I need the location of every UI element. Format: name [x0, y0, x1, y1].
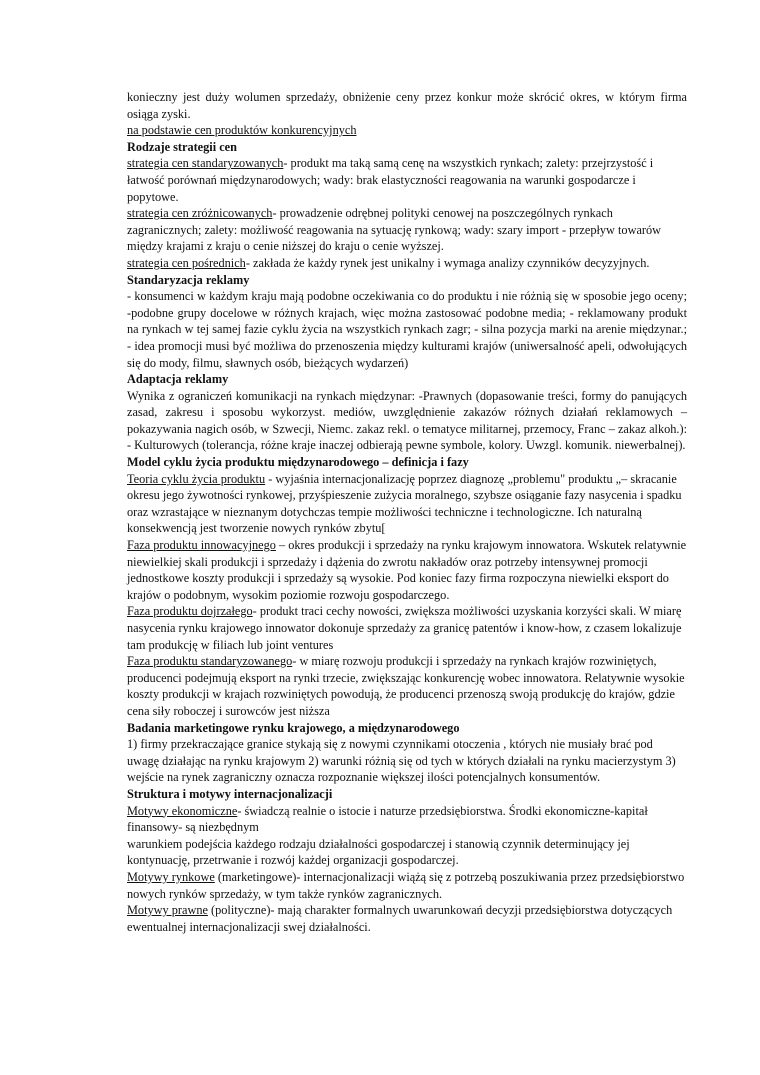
- heading-badania: Badania marketingowe rynku krajowego, a międzynarodowego: [127, 720, 460, 735]
- term-faza-innowacyjna: Faza produktu innowacyjnego: [127, 538, 276, 553]
- document-page: [127, 89, 687, 935]
- paragraph-zroznicowane: strategia cen zróżnicowanych- prowadzenie odrębnej polityki cenowej na poszczególnych rynkach zagranicznych; zalety: możliwość reagowania na sytuację rynkową; wady: szary import - przepływ towarów między krajami z kraju o cenie niższej do kraju o cenie wyższej.: [127, 206, 662, 254]
- term-motywy-rynkowe: Motywy rynkowe: [127, 869, 215, 884]
- paragraph-teoria: Teoria cyklu życia produktu - wyjaśnia internacjonalizację poprzez diagnozę „problemu" produktu „– skracanie okresu jego żywotności rynkowej, przyśpieszenie zużycia moralnego, szybsze osiąganie fazy nasycenia i spadku oraz wzrastające w nieznanym dotychczas tempie możliwości techniczne i technologiczne. Ich naturalną konsekwencją jest tworzenie nowych rynków zbytu[: [127, 471, 682, 536]
- term-teoria: Teoria cyklu życia produktu: [127, 471, 266, 486]
- paragraph-faza-innowacyjna: Faza produktu innowacyjnego – okres produkcji i sprzedaży na rynku krajowym innowatora. Wskutek relatywnie niewielkiej skali produkcji i sprzedaży i dążenia do zwrotu nakładów oraz potrzeby intensywnej promocji jednostkowe koszty produkcji i sprzedaży są wysokie. Pod koniec fazy firma rozpoczyna niewielki eksport do krajów o podobnym, wysokim poziomie rozwoju gospodarczego.: [127, 538, 687, 602]
- heading-standaryzacja: Standaryzacja reklamy: [127, 272, 250, 287]
- paragraph-faza-dojrzala: Faza produktu dojrzałego- produkt traci cechy nowości, zwiększa możliwości uzyskania korzyści skali. W miarę nasycenia rynku krajowego innowator dokonuje sprzedaży za granicę patentów i know-how, z czasem lokalizuje tam produkcję w filiach lub joint ventures: [127, 604, 682, 652]
- paragraph-badania: 1) firmy przekraczające granice stykają się z nowymi czynnikami otoczenia , których nie musiały brać pod uwagę działając na rynku krajowym 2) warunki różnią się od tych w których działali na rynku macierzystym 3) wejście na rynek zagraniczny oznacza rozpoznanie większej ilości potencjalnych konsumentów.: [127, 737, 676, 785]
- intro-link-line: [127, 122, 687, 139]
- paragraph-motywy-ekonomiczne-cont: warunkiem podejścia każdego rodzaju działalności gospodarczej i stanowią czynnik determinujący jej kontynuację, przetrwanie i rozwój każdej organizacji gospodarczej.: [127, 836, 630, 868]
- paragraph-posrednie: strategia cen pośrednich- zakłada że każdy rynek jest unikalny i wymaga analizy czynników decyzyjnych.: [127, 255, 650, 270]
- term-zroznicowane: strategia cen zróżnicowanych: [127, 206, 273, 221]
- paragraph-motywy-prawne: Motywy prawne (polityczne)- mają charakter formalnych uwarunkowań decyzji przedsiębiorstwa dotyczących ewentualnej internacjonalizacji swej działalności.: [127, 903, 673, 934]
- term-motywy-prawne: Motywy prawne: [127, 903, 208, 918]
- paragraph-faza-standaryzowana: Faza produktu standaryzowanego- w miarę rozwoju produkcji i sprzedaży na rynkach krajów rozwiniętych, producenci podejmują eksport na rynki trzecie, zwiększając konkurencję wobec innowatora. Relatywnie wysokie koszty produkcji w krajach rozwiniętych powodują, że producenci przenoszą swoją produkcję do krajów, gdzie cena siły roboczej i surowców jest niższa: [127, 654, 685, 718]
- intro-underlined-text: na podstawie cen produktów konkurencyjnych: [127, 123, 357, 138]
- paragraph-motywy-rynkowe: Motywy rynkowe (marketingowe)- internacjonalizacji wiążą się z potrzebą poszukiwania przez przedsiębiorstwo nowych rynków sprzedaży, w tym także rynków zagranicznych.: [127, 869, 685, 901]
- term-faza-dojrzala: Faza produktu dojrzałego: [127, 604, 253, 619]
- term-faza-standaryzowana: Faza produktu standaryzowanego: [127, 654, 293, 669]
- heading-adaptacja: Adaptacja reklamy: [127, 372, 229, 387]
- intro-paragraph: konieczny jest duży wolumen sprzedaży, obniżenie ceny przez konkur może skrócić okres, w którym firma osiąga zyski.: [127, 90, 687, 121]
- heading-cykl-zycia: Model cyklu życia produktu międzynarodowego – definicja i fazy: [127, 455, 469, 470]
- heading-struktura: Struktura i motywy internacjonalizacji: [127, 786, 333, 801]
- term-posrednie: strategia cen pośrednich: [127, 255, 246, 270]
- paragraph-adaptacja: Wynika z ograniczeń komunikacji na rynkach międzynar: -Prawnych (dopasowanie treści, formy do panujących zasad, zakresu i sposobu wykorzyst. mediów, uwzględnienie zakazów różnych działań reklamowych – pokazywania nagich osób, w Szwecji, Niemc. zakaz rekl. o tematyce militarnej, przemocy, Franc – zakaz alkoh.): - Kulturowych (tolerancja, różne kraje inaczej odbierają pewne symbole, kolory. Uwzgl. komunik. niewerbalnej).: [127, 388, 687, 453]
- heading-rodzaje-strategii: Rodzaje strategii cen: [127, 139, 237, 154]
- term-standaryzowane: strategia cen standaryzowanych: [127, 156, 284, 171]
- term-motywy-ekonomiczne: Motywy ekonomiczne: [127, 803, 238, 818]
- paragraph-motywy-ekonomiczne: Motywy ekonomiczne- świadczą realnie o istocie i naturze przedsiębiorstwa. Środki ekonomiczne-kapitał finansowy- są niezbędnym: [127, 803, 648, 835]
- paragraph-standaryzowane: strategia cen standaryzowanych- produkt ma taką samą cenę na wszystkich rynkach; zalety: przejrzystość i łatwość porównań międzynarodowych; wady: brak elastyczności reagowania na warunki gospodarcze i popytowe.: [127, 156, 654, 204]
- paragraph-standaryzacja: - konsumenci w każdym kraju mają podobne oczekiwania co do produktu i nie różnią się w sposobie jego oceny; -podobne grupy docelowe w różnych krajach, więc można zastosować podobne media; - reklamowany produkt na rynkach w tej samej fazie cyklu życia na wszystkich rynkach zagr; - silna pozycja marki na arenie międzynar.; - idea promocji musi być możliwa do przenoszenia między kulturami krajów (uniwersalność apeli, odwołujących się do mody, filmu, sławnych osób, bieżących wydarzeń): [127, 289, 687, 370]
